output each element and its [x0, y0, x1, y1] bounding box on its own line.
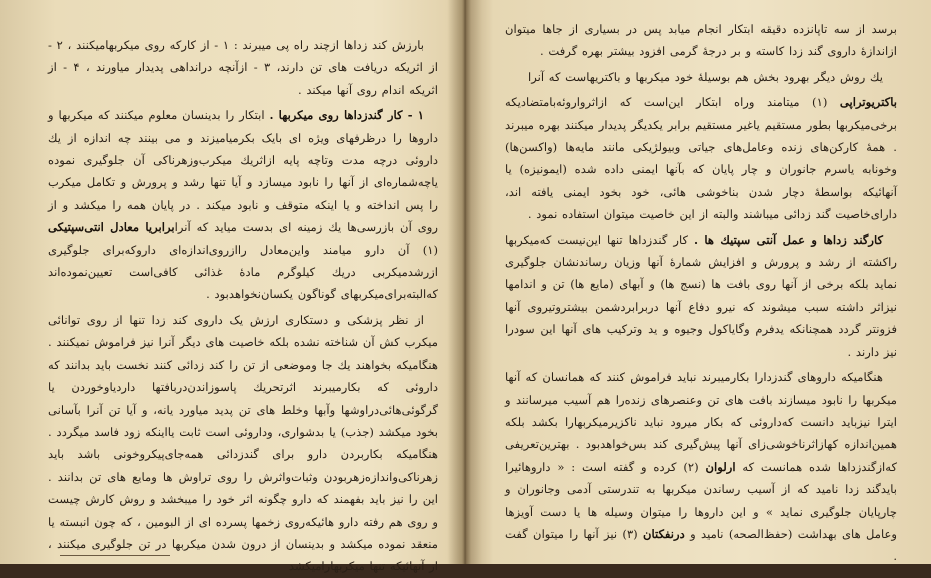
right-paragraph-3: [505, 91, 897, 225]
right-page-text: [505, 18, 897, 568]
right-paragraph-5-body-continued: (۲) کرده و گفته است : « داروهائیرا باید‌گند زدا نامید که از آسیب رساندن میکربها به تندرستی آدمی وجانوران و چارپایان جلوگیری نماید » و این داروها را میتوان وسیله ها یا دست آویزها وعامل های بهداشت (حفظ‌الصحه) نامید و: [505, 459, 898, 541]
right-paragraph-3-body: (۱) میتامند وراه ابتکار این‌است که ازاثرواروئه‌بامتضادیکه برخی‌میکربها بطور مستقیم یاغیر مستقیم برابر یکدیگر پدیدار میکنند بهره میبرند . همهٔ کارکن‌های زنده وعامل‌های جیاتی وبیولژیکی مانند مایه‌ها (واکسن‌ها) وخونابه یاسرم جانوران و چار پایان که بآنها ایمنی داده شده (ایمونیزه) یا آنهائیکه بواسطهٔ دچار شدن بناخوشی هائی، خود بخود ایمنی یافته اند، دارای‌خاصیت گند زدائی میباشند والبته از این خاصیت میتوان استفاده نمود .: [505, 95, 897, 222]
right-paragraph-4-body: کار گندزداها تنها این‌نیست که‌میکربها راکشته از رشد و پرورش و افزایش شمارهٔ آنها وزیان رساندنشان جلوگیری نماید بلکه برخی از آنها روی بافت ها (نسج ها) و آبهای (مایع ها) تن و اندامها نیزاثر داشته سبب میشوند که نیرو دفاع آنها دربرابردشمن بیشتروتیروی آنها فزونتر گردد همچنانکه یدفرم وگایاکول وجیوه و ید وترکیب های آنها این سودرا نیز دارند .: [505, 232, 897, 359]
left-page: [0, 0, 462, 574]
section-heading-disinfectant-action: ۱ - کار گندزداها روی میکربها .: [269, 108, 424, 123]
left-paragraph-1: بارزش کند زداها ازچند راه پی میبرند : ۱ - از کارکه روی میکربهامیکنند ، ۲ - از اثریکه دریافت های تن دارند، ۳ - ازآنچه درانداهی پدیدار میاورند ، ۴ - از اثریکه اندام روی آنها میکند .: [48, 38, 438, 97]
section-heading-antiseptic-action: کارگند زداها و عمل آنتی سپتیك ها .: [693, 232, 883, 247]
right-paragraph-4: [505, 229, 897, 363]
left-paragraph-2-body: ابتکار را بدینسان معلوم میکنند که میکربها و داروها را درظرفهای ویژه ای بایک بکرمیامیزند و می بینند چه اندازه از یك داروئی درچه مدت وتاچه پایه ازاثریك میکرب‌وزهرناکی آن جلوگیری نموده یاچه‌شماره‌ای از آنها را نابود میسازد و آیا تنها رشد و پرورش و تکامل میکرب را پس انداخته و یا اینکه متوقف و نابود میکند . در پایان همه را میکشد و از روی آن بازرسی‌ها یك زمینه ای بدست میاید که آنرا: [48, 108, 439, 235]
left-paragraph-2-body-continued: (۱) آن دارو میامند واین‌معادل راازروی‌اندازه‌ای داروکه‌برای جلوگیری ازرشدمیکربی دریك کیلوگرم مادهٔ غذائی کافی‌است تعیین‌نموده‌اند که‌البته‌برای‌میکربهای گوناگون یکسان‌نخواهدبود .: [48, 242, 438, 302]
right-paragraph-1: برسد از سه تاپانزده دقیقه ابتکار انجام میابد پس در بسیاری از جاها میتوان ازاندازهٔ داروی گند زدا کاسته و بر درجهٔ گرمی افزود بیشتر بهره گرفت .: [505, 22, 897, 59]
right-paragraph-5: [505, 366, 897, 568]
footnote-rule: [60, 555, 170, 556]
right-paragraph-5-tail: (۳) نیز آنها را میتوان گفت .: [505, 526, 897, 564]
right-paragraph-5-body: هنگامیکه داروهای گندزدارا بکارمیبرند نباید فراموش کنند که همانسان که آنها میکربها را نابود میسازند بافت های تن وعنصرهای زنده‌را هم آسیب میرسانند و ایترا نیزباید دانست که‌داروئی که بکار میرود نباید ناکزیرمیکربهارا بکشد بلکه همین‌اندازه کهازاثرناخوشی‌زای آنها پیش‌گیری کند بس‌خواهدبود . بهترین‌تعریفی که‌ازگندزداها شده همانست که: [505, 370, 898, 474]
author-name: ارلوان: [705, 459, 736, 474]
term-bacteriotherapy: باکتریوتراپی: [839, 95, 897, 110]
term-antiseptic-equivalent: برابریا معادل انتی‌سپتیکی: [48, 220, 175, 235]
left-paragraph-3: از نظر پزشکی و دستکاری ارزش یک داروی کند زدا تنها از روی توانائی میکرب کش آن شناخته نشده بلکه خاصیت های دیگر آنرا نیز فراموش نمیکنند . هنگامیکه بخواهند یك جا وموضعی از تن را کند زدائی کنند نخست باید بدانند که داروئی که بکارمیبرند اثرتحریك پاسوزاندن‌دربافتها داردیاوخوردن یا گرگوئی‌هائی‌دراوشها وآبها وخلط های تن پدید میاورد یانه، و آیا تن آنرا بآسانی بخود میکشد (جذب) یا بدشواری، وداروئی است ثابت یااینکه زود فاسد میگردد . هنگامیکه بکاربردن دارو برای گندزدائی همه‌جای‌پیکروخونی باشد باید زهرناکی‌واندازه‌زهربودن وثبات‌واثرش را روی تراوش ها ومایع های تن بدانند . این را نیز باید بفهمند که دارو چگونه اثر خود را میبخشد و روش کارش چیست و روی هم رفته دارو هائیکه‌روی زخمها پسرده ای از البومین ، که چون انبسته یا منعقد نموده میکشد و بدینسان از درون شدن میکربها در تن جلوگیری میکنند ، از آنهائیکه تنها میکربهارامیکشد: [48, 312, 438, 574]
left-paragraph-2: [48, 104, 438, 306]
right-paragraph-2: یك روش دیگر بهرود بخش هم بوسیلهٔ خود میکربها و باکتریهاست که آنرا: [527, 69, 883, 84]
term-disinfectant: درنفکتان: [642, 526, 685, 541]
left-page-text: [48, 34, 438, 578]
right-page: [467, 0, 931, 564]
